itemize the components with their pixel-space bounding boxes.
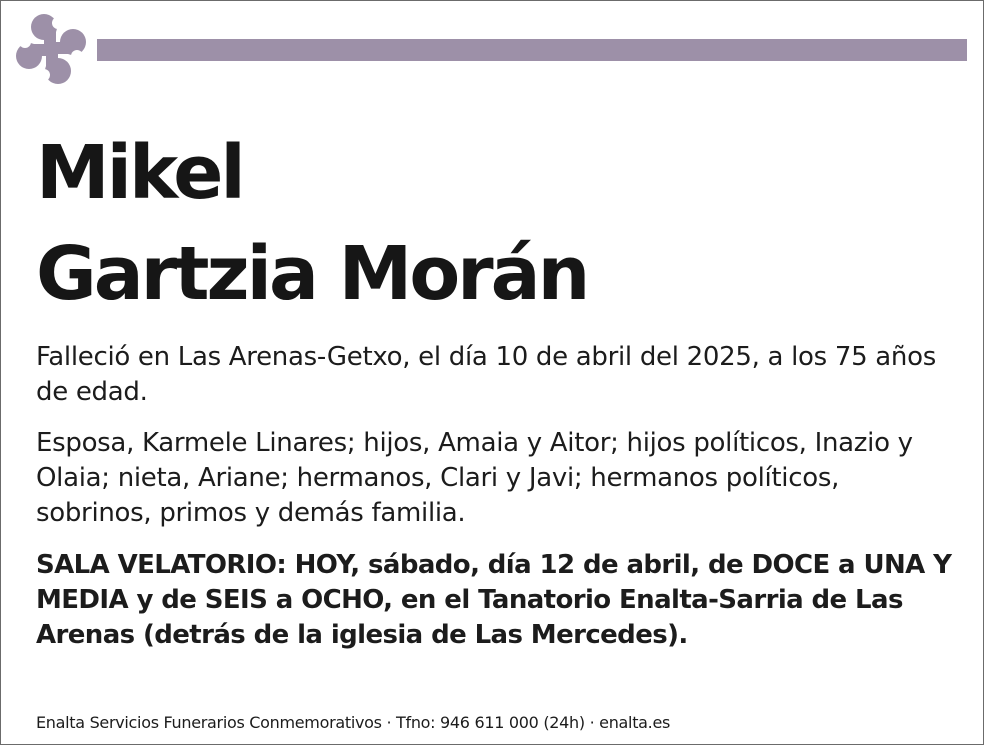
header-accent-bar	[97, 39, 967, 61]
deceased-first-name: Mikel	[36, 130, 243, 216]
funeral-home-footer: Enalta Servicios Funerarios Conmemorativos · Tfno: 946 611 000 (24h) · enalta.es	[36, 713, 671, 732]
deceased-last-names: Gartzia Morán	[36, 231, 588, 317]
wake-info-paragraph: SALA VELATORIO: HOY, sábado, día 12 de abril, de DOCE a UNA Y MEDIA y de SEIS a OCHO, en el Tanatorio Enalta-Sarria de Las Arenas (detrás de la iglesia de Las Mercedes).	[36, 550, 952, 650]
death-info-paragraph: Falleció en Las Arenas-Getxo, el día 10 de abril del 2025, a los 75 años de edad.	[36, 342, 936, 407]
family-paragraph: Esposa, Karmele Linares; hijos, Amaia y Aitor; hijos políticos, Inazio y Olaia; nieta, Ariane; hermanos, Clari y Javi; hermanos políticos, sobrinos, primos y demás familia.	[36, 428, 913, 528]
lauburu-icon	[14, 12, 88, 86]
